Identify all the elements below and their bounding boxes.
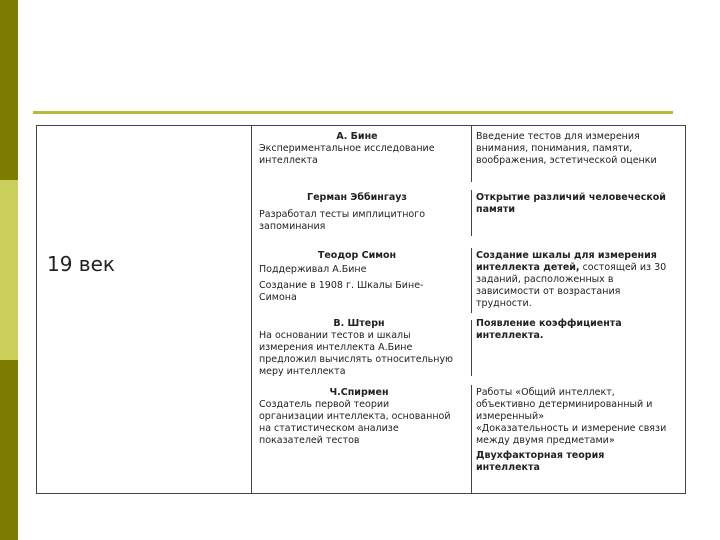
row-simon-left: [259, 250, 455, 304]
title-rule: [33, 111, 673, 114]
result-line: Открытие различий человеческой: [476, 192, 666, 203]
row-stern-left: [259, 318, 459, 378]
row-ebbinghaus-right: [476, 192, 684, 216]
result-line: трудности.: [476, 298, 532, 309]
result-line: памяти: [476, 204, 516, 215]
contribution-line: меру интеллекта: [259, 366, 346, 377]
result-bold-part: интеллекта детей,: [476, 262, 580, 273]
person-name: А. Бине: [336, 131, 378, 142]
century-label: 19 век: [47, 252, 115, 276]
column-divider: [471, 320, 472, 376]
column-divider: [471, 385, 472, 494]
contribution-line: На основании тестов и шкалы: [259, 330, 411, 341]
result-line: «Доказательность и измерение связи: [476, 423, 667, 434]
contribution-line: измерения интеллекта А.Бине: [259, 342, 413, 353]
person-name: В. Штерн: [333, 318, 385, 329]
row-binet-left: [259, 131, 455, 167]
contribution-line: Симона: [259, 292, 297, 303]
column-divider: [471, 248, 472, 313]
row-ebbinghaus-left: [259, 192, 455, 233]
result-line: Появление коэффициента: [476, 318, 622, 329]
column-divider: [251, 126, 252, 494]
result-line: внимания, понимания, памяти,: [476, 143, 633, 154]
person-name: Ч.Спирмен: [329, 387, 389, 398]
row-stern-right: [476, 318, 684, 342]
contribution-line: Поддерживал А.Бине: [259, 264, 367, 275]
result-line: измеренный»: [476, 411, 545, 422]
result-line: Введение тестов для измерения: [476, 131, 640, 142]
person-name: Теодор Симон: [317, 250, 397, 261]
result-line: Двухфакторная теория: [476, 450, 605, 461]
contribution-line: Экспериментальное исследование: [259, 143, 435, 154]
result-line: объективно детерминированный и: [476, 399, 653, 410]
result-line: Создание шкалы для измерения: [476, 250, 657, 261]
contribution-line: показателей тестов: [259, 435, 360, 446]
contribution-line: Создание в 1908 г. Шкалы Бине-: [259, 280, 424, 291]
contribution-line: Разработал тесты имплицитного: [259, 209, 426, 220]
result-line: заданий, расположенных в: [476, 274, 614, 285]
side-bar-segment-middle: [0, 180, 18, 360]
row-binet-right: [476, 131, 684, 167]
column-divider: [471, 126, 472, 182]
result-line: [476, 262, 684, 274]
result-line: Работы «Общий интеллект,: [476, 387, 615, 398]
contribution-line: организации интеллекта, основанной: [259, 411, 451, 422]
result-line: между двумя предметами»: [476, 435, 615, 446]
row-simon-right: [476, 250, 684, 310]
result-line: воображения, эстетической оценки: [476, 155, 657, 166]
contribution-line: Создатель первой теории: [259, 399, 390, 410]
result-plain-part: состоящей из 30: [582, 262, 667, 273]
row-spearman-left: [259, 387, 459, 447]
result-line: интеллекта.: [476, 330, 544, 341]
contribution-line: на статистическом анализе: [259, 423, 399, 434]
column-divider: [471, 190, 472, 236]
contribution-line: предложил вычислять относительную: [259, 354, 454, 365]
contribution-line: интеллекта: [259, 155, 318, 166]
person-name: Герман Эббингауз: [307, 192, 407, 203]
contribution-line: запоминания: [259, 221, 326, 232]
row-spearman-right: [476, 387, 684, 474]
result-line: зависимости от возрастания: [476, 286, 621, 297]
side-bar-segment-bottom: [0, 360, 18, 540]
side-bar-segment-top: [0, 0, 18, 180]
result-line: интеллекта: [476, 462, 540, 473]
